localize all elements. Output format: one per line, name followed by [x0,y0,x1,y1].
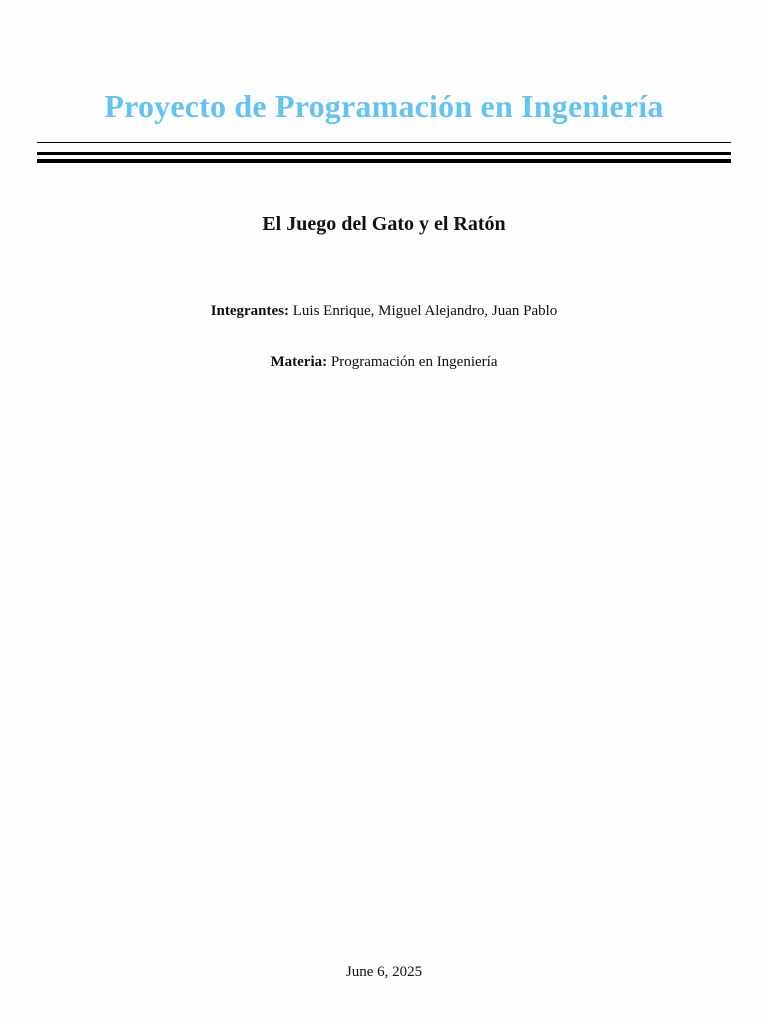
subject-line [0,352,768,372]
document-subtitle: El Juego del Gato y el Ratón [262,213,506,235]
document-title: Proyecto de Programación en Ingeniería [104,88,664,124]
members-line [0,301,768,321]
title-rule-thin [37,142,731,143]
subject-label: Materia: [270,354,328,370]
members-label: Integrantes: [210,303,290,319]
members-value: Luis Enrique, Miguel Alejandro, Juan Pablo [292,303,558,319]
title-rule-thick-top [37,152,731,155]
subject-value: Programación en Ingeniería [330,354,498,370]
document-date: June 6, 2025 [345,964,423,980]
title-rule-thick-bottom [37,159,731,163]
